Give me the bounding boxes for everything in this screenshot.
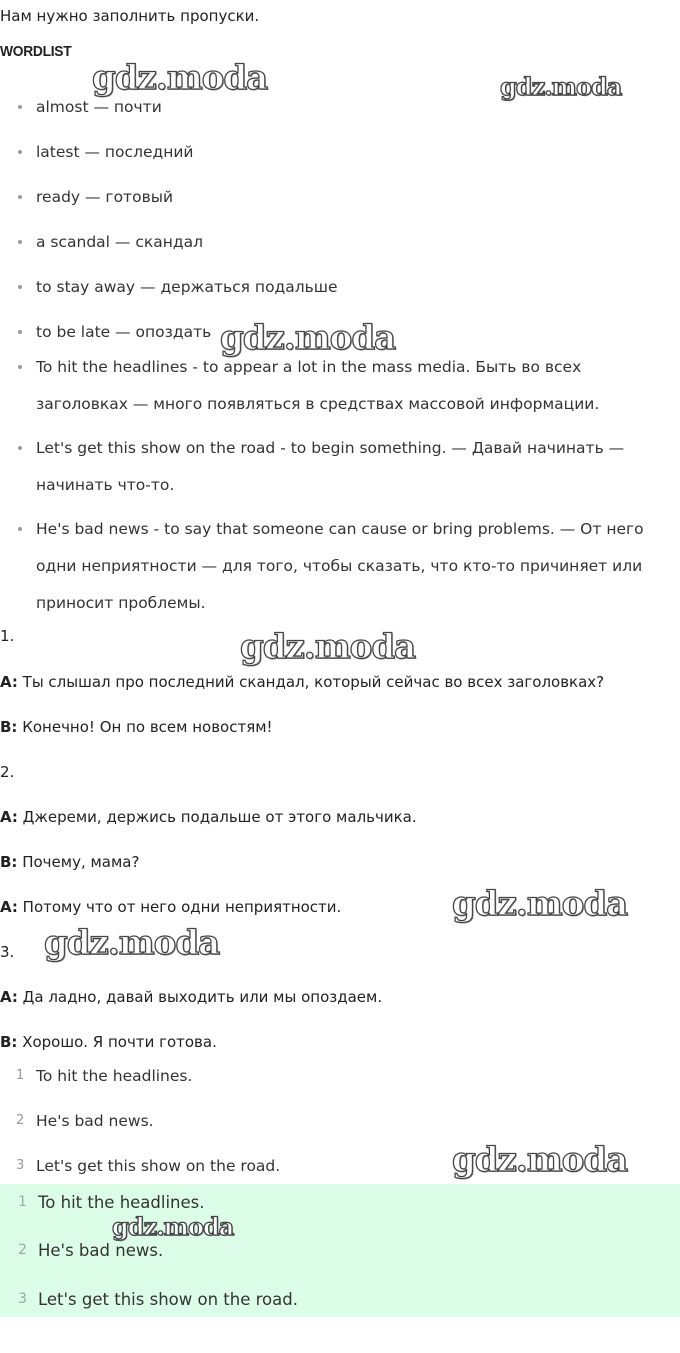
dialog-line — [0, 853, 139, 871]
answer-box — [0, 1184, 680, 1317]
wordlist-item: a scandal — скандал — [36, 224, 676, 261]
watermark-logo: gdz.moda — [240, 627, 416, 667]
watermark-logo: gdz.moda — [220, 318, 396, 358]
wordlist-item: almost — почти — [36, 89, 676, 126]
speaker-label: A: — [0, 898, 18, 916]
wordlist-title: WORDLIST — [0, 43, 72, 60]
list-number: 1 — [16, 1068, 25, 1083]
dialog-number: 3. — [0, 943, 15, 961]
speaker-label: A: — [0, 673, 18, 691]
list-text: Let's get this show on the road. — [36, 1157, 281, 1175]
ordered-list-item — [16, 1067, 193, 1085]
dialog-text: Потому что от него одни неприятности. — [17, 898, 342, 916]
watermark-logo: gdz.moda — [452, 884, 628, 924]
dialog-line — [0, 988, 382, 1006]
watermark-logo: gdz.moda — [500, 72, 622, 101]
dialog-text: Хорошо. Я почти готова. — [17, 1033, 217, 1051]
dialog-line — [0, 808, 417, 826]
ordered-list-item — [16, 1112, 154, 1130]
dialog-line — [0, 718, 273, 736]
dialog-text: Да ладно, давай выходить или мы опоздаем. — [17, 988, 383, 1006]
dialog-number: 1. — [0, 627, 15, 645]
answer-number: 1 — [18, 1194, 27, 1210]
dialog-number: 2. — [0, 763, 15, 781]
watermark-logo: gdz.moda — [92, 58, 268, 98]
watermark-logo: gdz.moda — [112, 1212, 234, 1241]
wordlist-item: to stay away — держаться подальше — [36, 269, 676, 306]
wordlist-item: ready — готовый — [36, 179, 676, 216]
answer-text: Let's get this show on the road. — [38, 1290, 298, 1309]
dialog-line — [0, 898, 341, 916]
dialog-line — [0, 673, 604, 691]
dialog-text: Джереми, держись подальше от этого мальчика. — [17, 808, 417, 826]
answer-text: To hit the headlines. — [38, 1193, 205, 1212]
dialog-line — [0, 1033, 217, 1051]
intro-text: Нам нужно заполнить пропуски. — [0, 7, 260, 25]
answer-item — [18, 1193, 205, 1212]
list-text: To hit the headlines. — [36, 1067, 193, 1085]
watermark-logo: gdz.moda — [452, 1140, 628, 1180]
wordlist-item: to be late — опоздать — [36, 314, 676, 351]
dialog-text: Ты слышал про последний скандал, который сейчас во всех заголовках? — [17, 673, 605, 691]
wordlist-item: He's bad news - to say that someone can cause or bring problems. — От него одни неприятности — для того, чтобы сказать, что кто-то причиняет или приносит проблемы. — [36, 511, 676, 622]
list-number: 2 — [16, 1113, 25, 1128]
dialog-text: Почему, мама? — [17, 853, 140, 871]
answer-text: He's bad news. — [38, 1241, 164, 1260]
wordlist-item: Let's get this show on the road - to begin something. — Давай начинать — начинать что-то. — [36, 430, 676, 504]
answer-number: 2 — [18, 1242, 27, 1258]
answer-item — [18, 1241, 164, 1260]
dialog-text: Конечно! Он по всем новостям! — [17, 718, 273, 736]
ordered-list-item — [16, 1157, 281, 1175]
speaker-label: B: — [0, 718, 18, 736]
wordlist-item: latest — последний — [36, 134, 676, 171]
answer-item — [18, 1290, 298, 1309]
answer-number: 3 — [18, 1291, 27, 1307]
speaker-label: B: — [0, 1033, 18, 1051]
speaker-label: A: — [0, 808, 18, 826]
list-text: He's bad news. — [36, 1112, 154, 1130]
watermark-logo: gdz.moda — [44, 923, 220, 963]
speaker-label: A: — [0, 988, 18, 1006]
list-number: 3 — [16, 1158, 25, 1173]
wordlist-item: To hit the headlines - to appear a lot in the mass media. Быть во всех заголовках — много появляться в средствах массовой информации. — [36, 349, 676, 423]
speaker-label: B: — [0, 853, 18, 871]
